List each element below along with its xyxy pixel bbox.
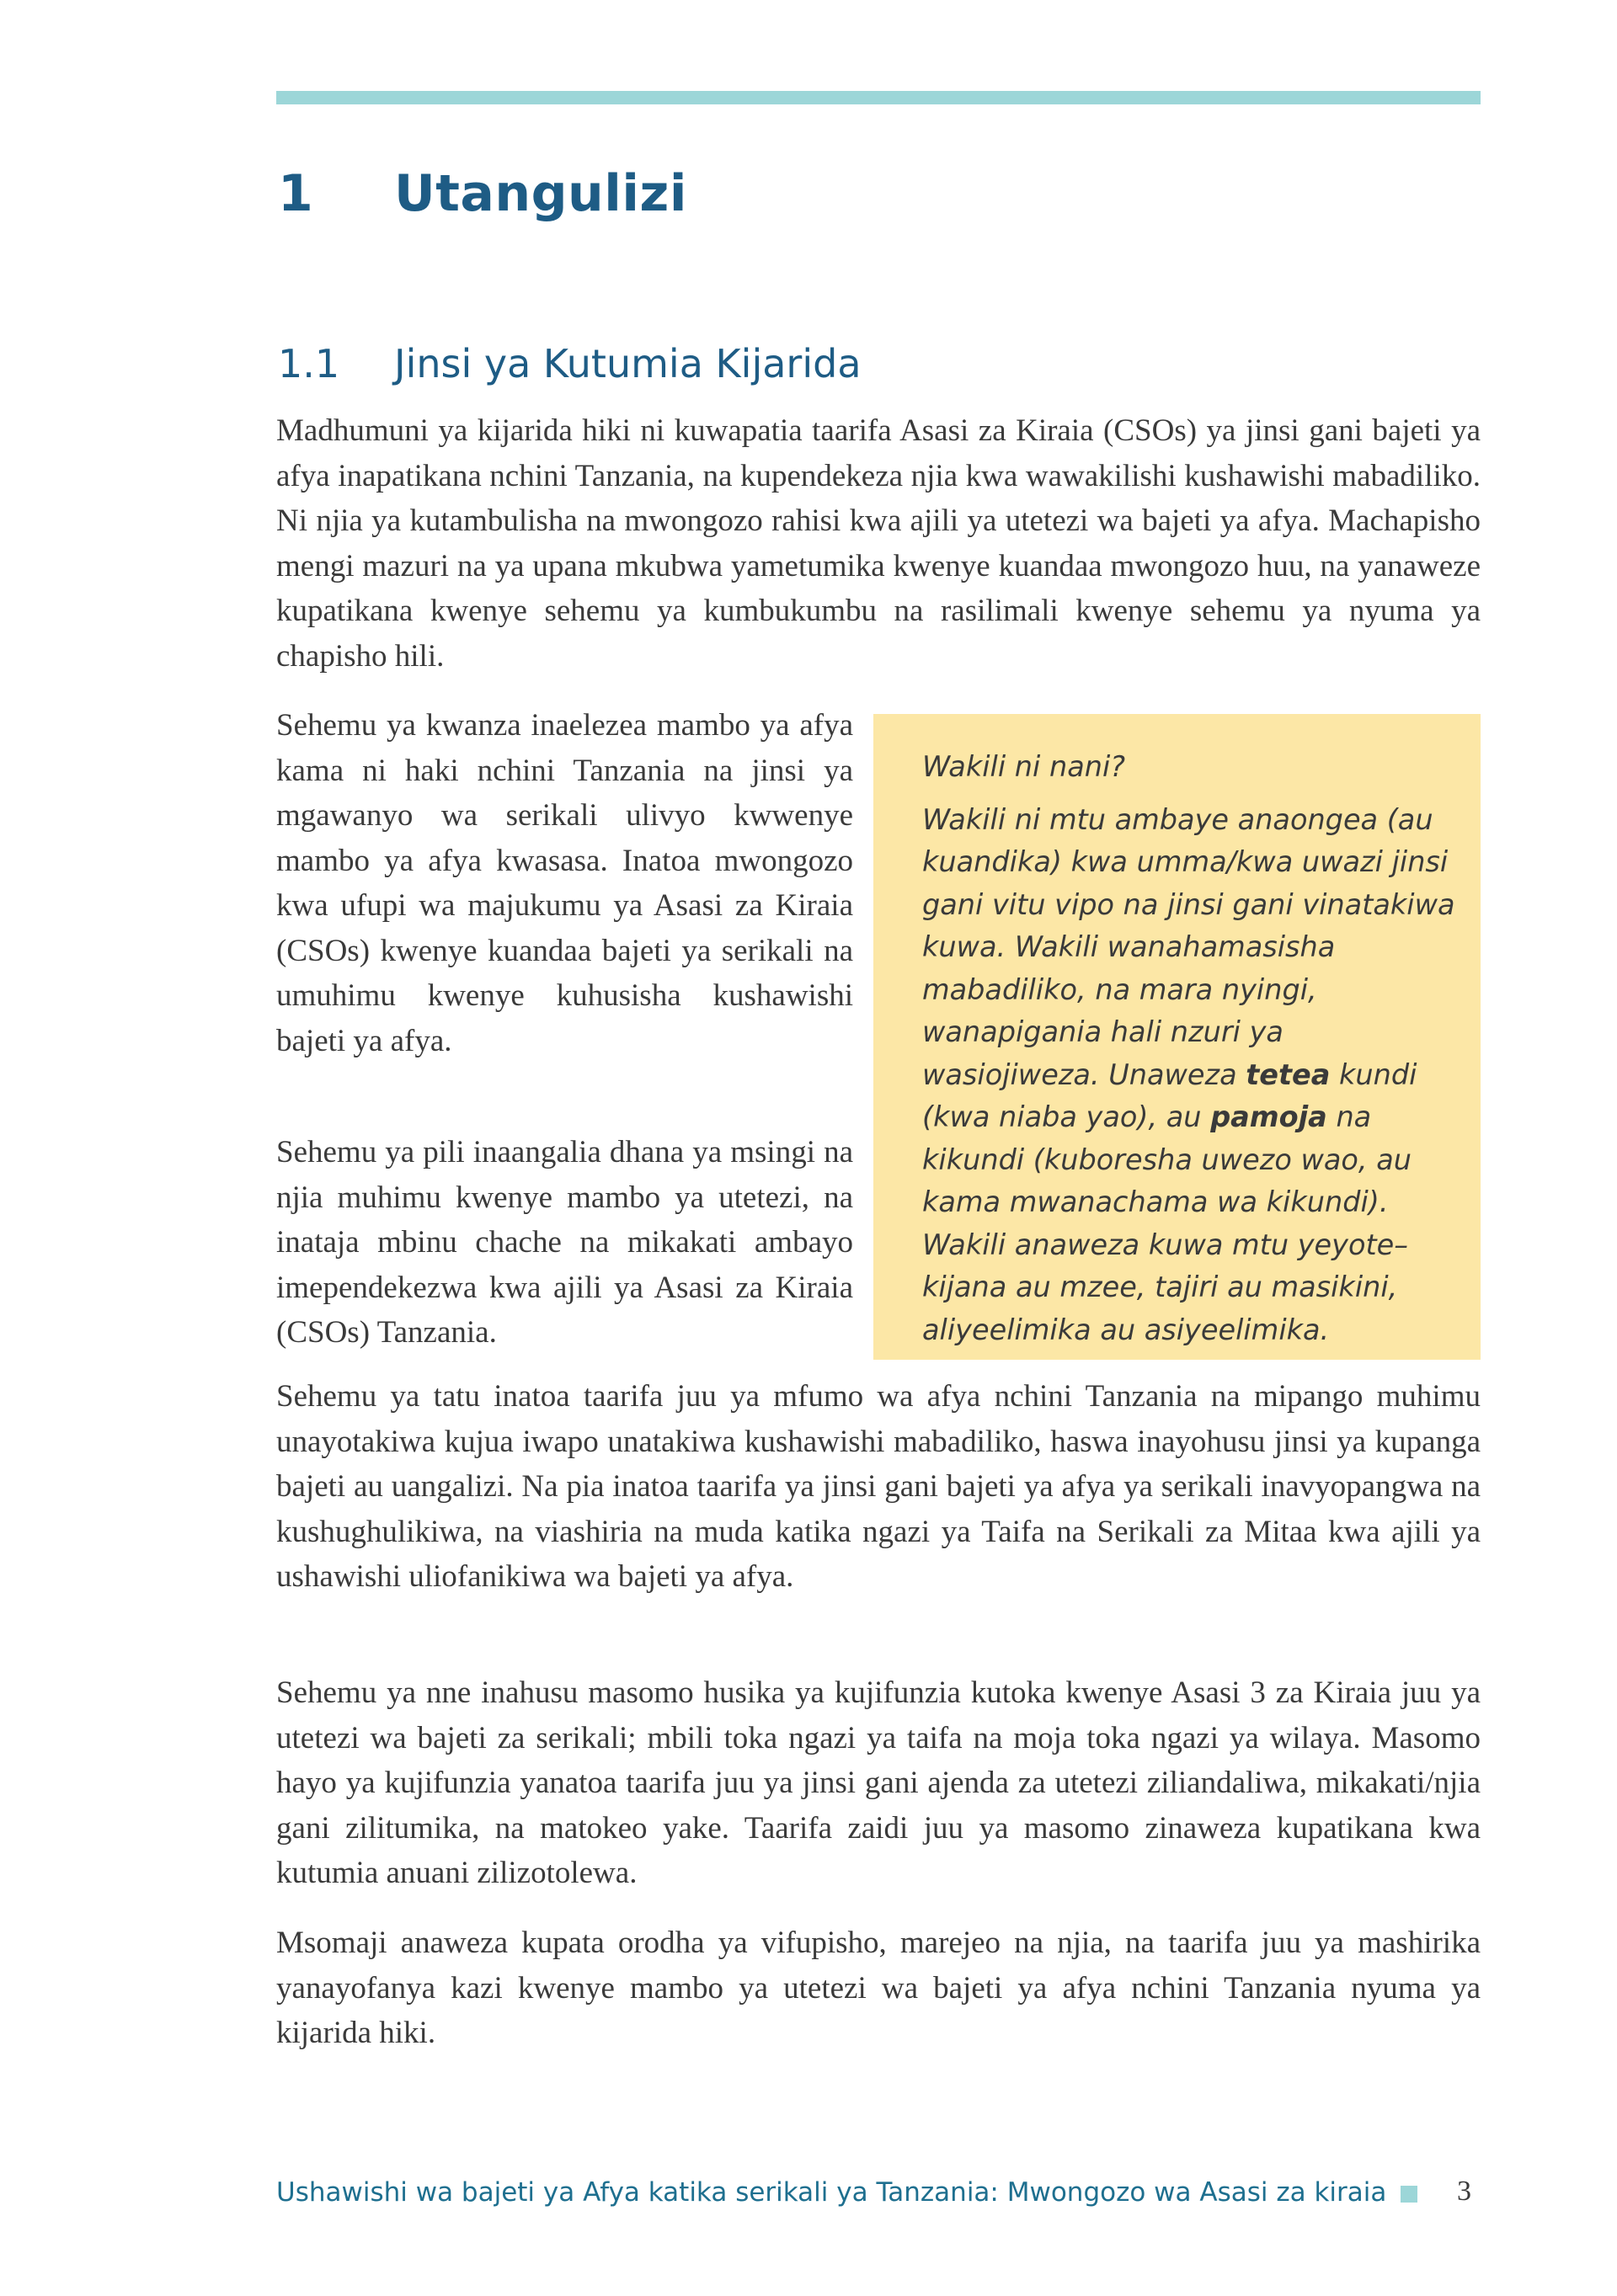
sidebar-title: Wakili ni nani? — [922, 750, 1126, 783]
section-one-paragraph: Sehemu ya kwanza inaelezea mambo ya afya kama ni haki nchini Tanzania na jinsi ya mgawanyo wa serikali ulivyo kwwenye mambo ya afya kwasasa. Inatoa mwongozo kwa ufupi wa majukumu ya Asasi za Kiraia (CSOs) kwenye kuandaa bajeti ya serikali na umuhimu kwenye kuhusisha kushawishi bajeti ya afya. — [276, 708, 853, 1058]
top-rule — [276, 91, 1481, 104]
chapter-number: 1 — [278, 164, 314, 223]
sidebar-text-3: na kikundi (kuboresha uwezo wao, au kama mwanachama wa kikundi). Wakili anaweza kuwa mtu yeyote–kijana au mzee, tajiri au masikini, aliyeelimika au asiyeelimika. — [922, 1100, 1412, 1346]
section-two-paragraph: Sehemu ya pili inaangalia dhana ya msingi na njia muhimu kwenye mambo ya utetezi, na inataja mbinu chache na mikakati ambayo imependekezwa kwa ajili ya Asasi za Kiraia (CSOs) Tanzania. — [276, 1135, 853, 1350]
definition-sidebar — [873, 714, 1481, 1360]
section-number: 1.1 — [278, 341, 340, 386]
sidebar-bold-2: pamoja — [1210, 1100, 1327, 1133]
chapter-title: Utangulizi — [394, 164, 687, 223]
page-footer — [276, 2171, 1481, 2221]
intro-paragraph: Madhumuni ya kijarida hiki ni kuwapatia taarifa Asasi za Kiraia (CSOs) ya jinsi gani bajeti ya afya inapatikana nchini Tanzania, na kupendekeza njia kwa wawakilishi kushawishi mabadiliko. Ni njia ya kutambulisha na mwongozo rahisi kwa ajili ya utetezi wa bajeti ya afya. Machapisho mengi mazuri na ya upana mkubwa yametumika kwenye kuandaa mwongozo huu, na yanaweze kupatikana kwenye sehemu ya kumbukumbu na rasilimali kwenye sehemu ya nyuma ya chapisho hili. — [276, 413, 1481, 674]
chapter-heading — [278, 164, 687, 223]
sidebar-bold-1: tetea — [1246, 1057, 1331, 1091]
section-three-paragraph: Sehemu ya tatu inatoa taarifa juu ya mfumo wa afya nchini Tanzania na mipango muhimu unayotakiwa kujua iwapo unatakiwa kushawishi mabadiliko, haswa inayohusu jinsi ya kupanga bajeti au uangalizi. Na pia inatoa taarifa ya jinsi gani bajeti ya afya ya serikali inavyopangwa na kushughulikiwa, na viashiria na muda katika ngazi ya Taifa na Serikali za Mitaa kwa ajili ya ushawishi uliofanikiwa wa bajeti ya afya. — [276, 1379, 1481, 1594]
page-number: 3 — [1457, 2176, 1471, 2207]
section-heading — [278, 341, 862, 386]
sidebar-body — [922, 799, 1461, 1352]
section-five-paragraph: Msomaji anaweza kupata orodha ya vifupisho, marejeo na njia, na taarifa juu ya mashirika yanayofanya kazi kwenye mambo ya utetezi wa bajeti ya afya nchini Tanzania nyuma ya kijarida hiki. — [276, 1926, 1481, 2050]
footer-square-marker — [1401, 2186, 1417, 2203]
sidebar-text-1: Wakili ni mtu ambaye anaongea (au kuandika) kwa umma/kwa uwazi jinsi gani vitu vipo na jinsi gani vinatakiwa kuwa. Wakili wanahamasisha mabadiliko, na mara nyingi, wanapigania hali nzuri ya wasiojiweza. Unaweza — [922, 802, 1455, 1091]
section-four-paragraph: Sehemu ya nne inahusu masomo husika ya kujifunzia kutoka kwenye Asasi 3 za Kiraia juu ya utetezi wa bajeti za serikali; mbili toka ngazi ya taifa na moja toka ngazi ya wilaya. Masomo hayo ya kujifunzia yanatoa taarifa juu ya jinsi gani ajenda za utetezi ziliandaliwa, mikakati/njia gani zilitumika, na matokeo yake. Taarifa zaidi juu ya masomo zinaweza kupatikana kwa kutumia anuani zilizotolewa. — [276, 1675, 1481, 1890]
footer-title: Ushawishi wa bajeti ya Afya katika serikali ya Tanzania: Mwongozo wa Asasi za kiraia — [276, 2177, 1387, 2208]
sidebar-content — [922, 746, 1461, 1351]
section-title: Jinsi ya Kutumia Kijarida — [394, 341, 862, 386]
sidebar-text-2: kundi (kwa niaba yao), au — [922, 1057, 1417, 1133]
